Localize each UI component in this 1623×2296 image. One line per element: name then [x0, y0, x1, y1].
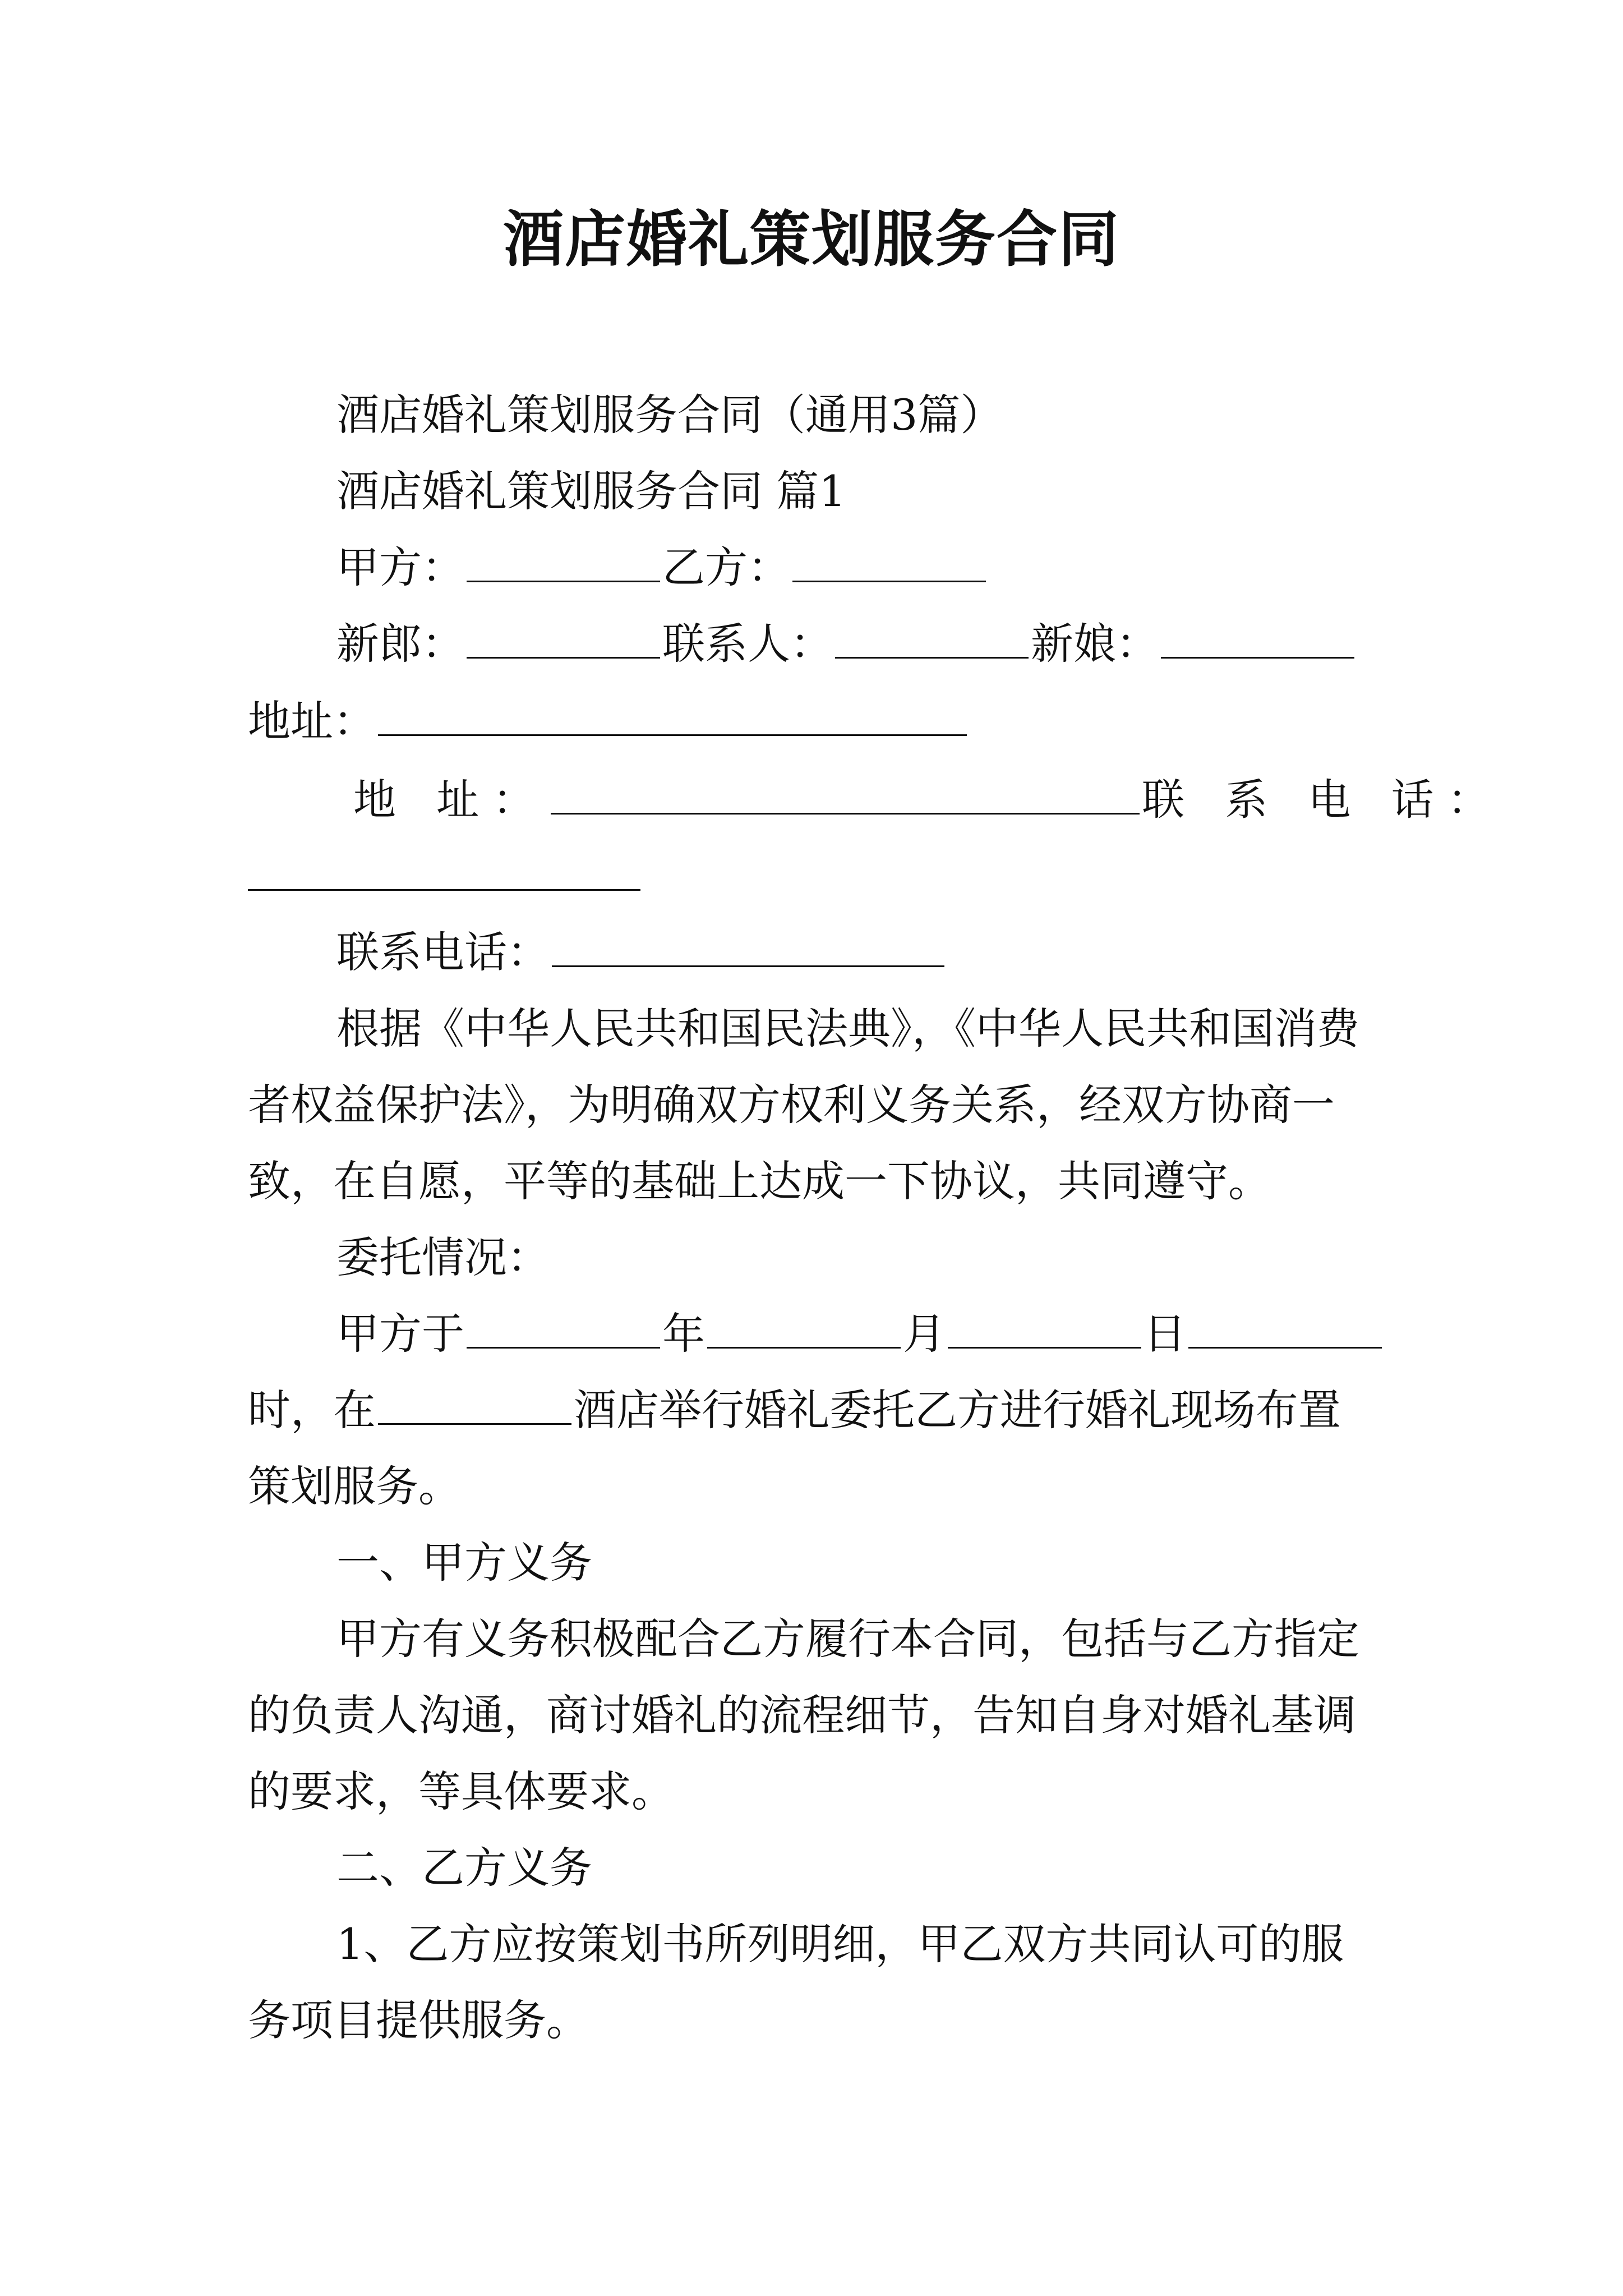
phone-blank[interactable] [552, 926, 944, 967]
party-b-blank[interactable] [792, 541, 986, 582]
hotel-blank[interactable] [378, 1384, 571, 1425]
address-blank[interactable] [378, 695, 967, 736]
address-line-1 [248, 693, 1375, 749]
page-title: 酒店婚礼策划服务合同 [502, 204, 1120, 275]
duty-b-line-1: 1、乙方应按策划书所列明细，甲乙双方共同认可的服 [336, 1919, 1344, 1969]
duty-a-line-3: 的要求，等具体要求。 [248, 1766, 674, 1816]
party-a-label: 甲方： [336, 542, 464, 592]
basis-paragraph-line-1: 根据《中华人民共和国民法典》，《中华人民共和国消费 [336, 1004, 1359, 1053]
party-b-label: 乙方： [662, 542, 790, 592]
address-label-2: 地 址： [353, 775, 549, 825]
phone-blank-wrapped[interactable] [248, 889, 640, 891]
address-blank-2[interactable] [551, 774, 1140, 815]
duty-b-heading: 二、乙方义务 [336, 1843, 592, 1893]
year-label: 年 [662, 1309, 705, 1359]
piece-heading: 酒店婚礼策划服务合同 篇1 [336, 466, 846, 516]
entrust-venue-text: 酒店举行婚礼委托乙方进行婚礼现场布置 [574, 1385, 1341, 1435]
phone-label-spaced: 联 系 电 话： [1142, 775, 1504, 825]
groom-label: 新郎： [336, 619, 464, 669]
party-a-blank[interactable] [467, 541, 660, 582]
duty-a-line-2: 的负责人沟通，商讨婚礼的流程细节，告知自身对婚礼基调 [248, 1690, 1356, 1740]
month-label: 月 [903, 1309, 946, 1359]
entrust-time-label: 时，在 [248, 1385, 376, 1435]
entrust-date-prefix: 甲方于 [336, 1309, 464, 1359]
hour-blank[interactable] [1188, 1308, 1382, 1349]
address-label: 地址： [248, 696, 376, 746]
contact-blank[interactable] [835, 618, 1029, 659]
parties-line [336, 540, 1464, 596]
duty-b-line-2: 务项目提供服务。 [248, 1995, 589, 2045]
entrust-line-3: 策划服务。 [248, 1461, 461, 1511]
phone-line [336, 924, 1464, 981]
day-label: 日 [1144, 1309, 1186, 1359]
year-blank[interactable] [467, 1308, 660, 1349]
duty-a-line-1: 甲方有义务积极配合乙方履行本合同，包括与乙方指定 [336, 1614, 1359, 1664]
bride-label: 新娘： [1031, 619, 1159, 669]
basis-paragraph-line-3: 致，在自愿，平等的基础上达成一下协议，共同遵守。 [248, 1156, 1271, 1206]
document-subtitle: 酒店婚礼策划服务合同（通用3篇） [336, 390, 1003, 440]
address-line-2 [353, 772, 1504, 828]
duty-a-heading: 一、甲方义务 [336, 1538, 592, 1588]
day-blank[interactable] [948, 1308, 1141, 1349]
month-blank[interactable] [707, 1308, 901, 1349]
groom-blank[interactable] [467, 618, 660, 659]
entrust-venue-line [248, 1382, 1375, 1438]
entrust-date-line [336, 1306, 1464, 1362]
couple-line [336, 616, 1464, 672]
entrust-heading: 委托情况： [336, 1232, 550, 1282]
basis-paragraph-line-2: 者权益保护法》，为明确双方权利义务关系，经双方协商一 [248, 1080, 1335, 1130]
phone-label: 联系电话： [336, 927, 550, 977]
contact-label: 联系人： [662, 619, 833, 669]
bride-blank[interactable] [1161, 618, 1354, 659]
